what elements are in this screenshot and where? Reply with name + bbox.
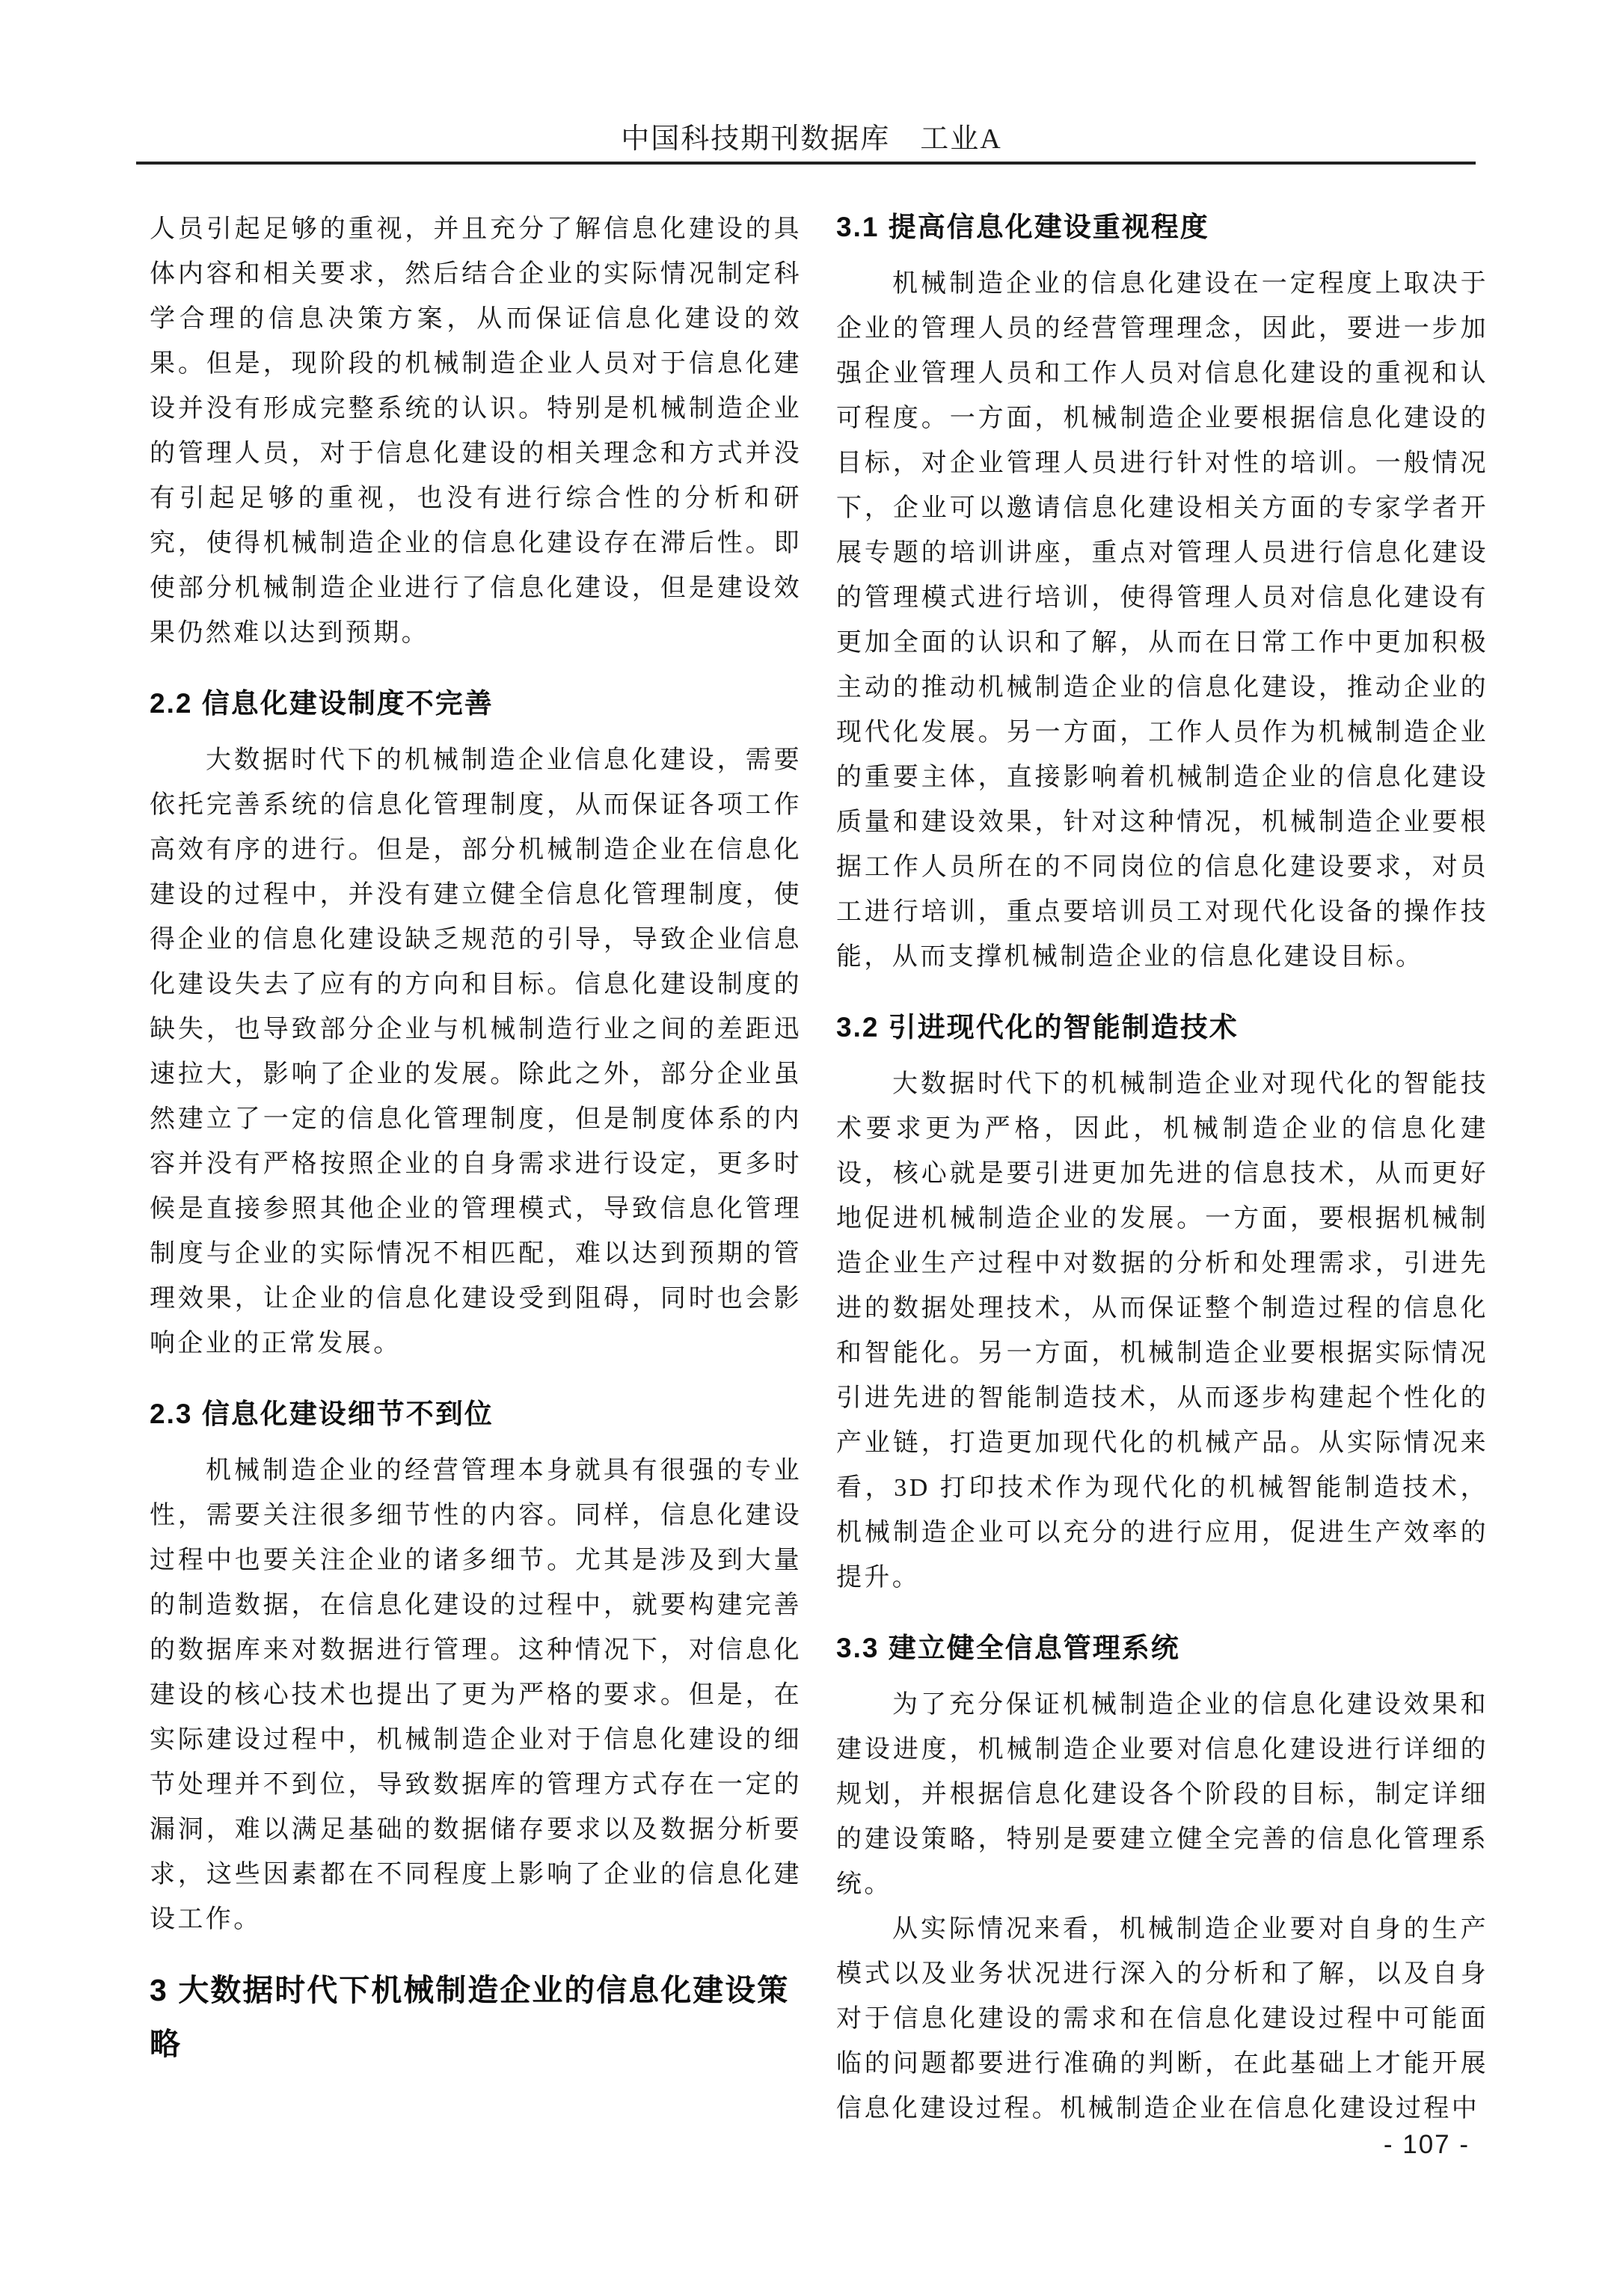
right-column [836,207,1488,2131]
paragraph-section-2-2: 大数据时代下的机械制造企业信息化建设，需要依托完善系统的信息化管理制度，从而保证各项工作高效有序的进行。但是，部分机械制造企业在信息化建设的过程中，并没有建立健全信息化管理制度，使得企业的信息化建设缺乏规范的引导，导致企业信息化建设失去了应有的方向和目标。信息化建设制度的缺失，也导致部分企业与机械制造行业之间的差距迅速拉大，影响了企业的发展。除此之外，部分企业虽然建立了一定的信息化管理制度，但是制度体系的内容并没有严格按照企业的自身需求进行设定，更多时候是直接参照其他企业的管理模式，导致信息化管理制度与企业的实际情况不相匹配，难以达到预期的管理效果，让企业的信息化建设受到阻碍，同时也会影响企业的正常发展。 [150,746,802,1357]
page-header [0,0,1623,159]
journal-title: 中国科技期刊数据库 工业A [621,123,1002,155]
heading-section-2-3: 2.3 信息化建设细节不到位 [150,1399,494,1429]
heading-section-3-3: 3.3 建立健全信息管理系统 [836,1633,1180,1663]
paragraph-section-3-3-second: 从实际情况来看，机械制造企业要对自身的生产模式以及业务状况进行深入的分析和了解，以及自身对于信息化建设的需求和在信息化建设过程中可能面临的问题都要进行准确的判断，在此基础上才能开展信息化建设过程。机械制造企业在信息化建设过程中 [836,1915,1488,2122]
heading-section-2-2: 2.2 信息化建设制度不完善 [150,688,494,719]
paragraph-section-3-1: 机械制造企业的信息化建设在一定程度上取决于企业的管理人员的经营管理理念，因此，要进一步加强企业管理人员和工作人员对信息化建设的重视和认可程度。一方面，机械制造企业要根据信息化建设的目标，对企业管理人员进行针对性的培训。一般情况下，企业可以邀请信息化建设相关方面的专家学者开展专题的培训讲座，重点对管理人员进行信息化建设的管理模式进行培训，使得管理人员对信息化建设有更加全面的认识和了解，从而在日常工作中更加积极主动的推动机械制造企业的信息化建设，推动企业的现代化发展。另一方面，工作人员作为机械制造企业的重要主体，直接影响着机械制造企业的信息化建设质量和建设效果，针对这种情况，机械制造企业要根据工作人员所在的不同岗位的信息化建设要求，对员工进行培训，重点要培训员工对现代化设备的操作技能，从而支撑机械制造企业的信息化建设目标。 [836,270,1488,971]
two-column-body [0,165,1623,2131]
paragraph-continuation: 人员引起足够的重视，并且充分了解信息化建设的具体内容和相关要求，然后结合企业的实际情况制定科学合理的信息决策方案，从而保证信息化建设的效果。但是，现阶段的机械制造企业人员对于信息化建设并没有形成完整系统的认识。特别是机械制造企业的管理人员，对于信息化建设的相关理念和方式并没有引起足够的重视，也没有进行综合性的分析和研究，使得机械制造企业的信息化建设存在滞后性。即使部分机械制造企业进行了信息化建设，但是建设效果仍然难以达到预期。 [150,215,802,647]
heading-section-3-1: 3.1 提高信息化建设重视程度 [836,212,1209,242]
paragraph-section-3-2: 大数据时代下的机械制造企业对现代化的智能技术要求更为严格，因此，机械制造企业的信息化建设，核心就是要引进更加先进的信息技术，从而更好地促进机械制造企业的发展。一方面，要根据机械制造企业生产过程中对数据的分析和处理需求，引进先进的数据处理技术，从而保证整个制造过程的信息化和智能化。另一方面，机械制造企业要根据实际情况引进先进的智能制造技术，从而逐步构建起个性化的产业链，打造更加现代化的机械产品。从实际情况来看，3D 打印技术作为现代化的机械智能制造技术，机械制造企业可以充分的进行应用，促进生产效率的提升。 [836,1070,1488,1591]
page-footer [1384,2130,1470,2160]
paragraph-section-3-3-first: 为了充分保证机械制造企业的信息化建设效果和建设进度，机械制造企业要对信息化建设进行详细的规划，并根据信息化建设各个阶段的目标，制定详细的建设策略，特别是要建立健全完善的信息化管理系统。 [836,1691,1488,1898]
heading-section-3: 3 大数据时代下机械制造企业的信息化建设策略 [150,1973,790,2061]
page-number: - 107 - [1383,2130,1470,2159]
paragraph-section-2-3: 机械制造企业的经营管理本身就具有很强的专业性，需要关注很多细节性的内容。同样，信息化建设过程中也要关注企业的诸多细节。尤其是涉及到大量的制造数据，在信息化建设的过程中，就要构建完善的数据库来对数据进行管理。这种情况下，对信息化建设的核心技术也提出了更为严格的要求。但是，在实际建设过程中，机械制造企业对于信息化建设的细节处理并不到位，导致数据库的管理方式存在一定的漏洞，难以满足基础的数据储存要求以及数据分析要求，这些因素都在不同程度上影响了企业的信息化建设工作。 [150,1457,802,1933]
heading-section-3-2: 3.2 引进现代化的智能制造技术 [836,1012,1239,1043]
left-column [150,207,802,2131]
